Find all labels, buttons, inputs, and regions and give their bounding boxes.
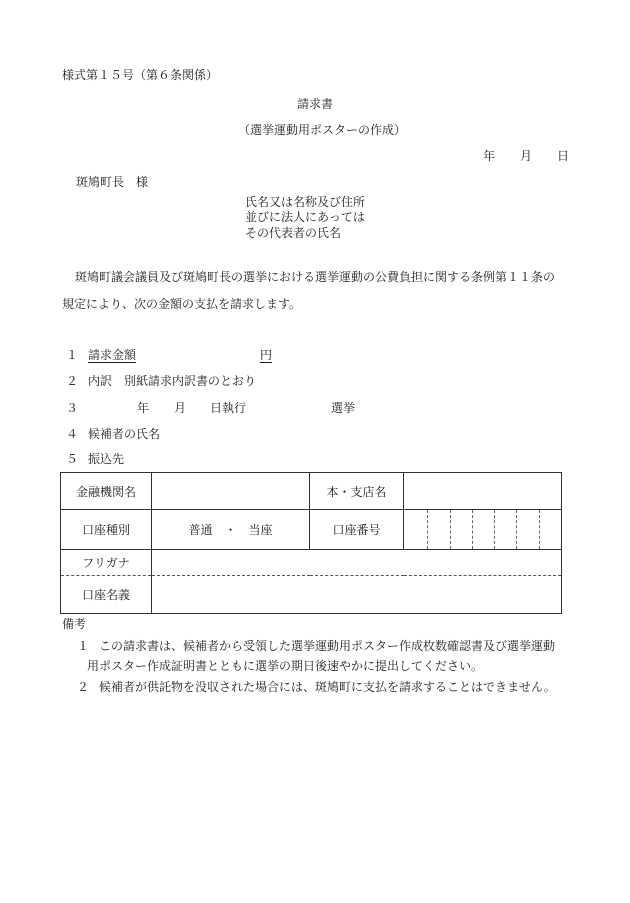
account-type-options[interactable]: 普通 ・ 当座 — [152, 510, 310, 550]
branch-name-label: 本・支店名 — [310, 473, 404, 510]
election-label: 選挙 — [331, 401, 356, 415]
account-number-field[interactable] — [404, 510, 562, 550]
date-day-label: 日 — [557, 149, 570, 163]
item-3-number: ３ — [66, 401, 79, 415]
digit-box[interactable] — [494, 510, 516, 549]
furigana-label: フリガナ — [61, 550, 152, 576]
account-number-digit-boxes — [404, 510, 561, 549]
note-2-text: 候補者が供託物を没収された場合には、斑鳩町に支払を請求することはできません。 — [99, 680, 556, 694]
claim-amount-line — [88, 349, 282, 361]
applicant-line-1: 氏名又は名称及び住所 — [245, 195, 366, 209]
digit-box[interactable] — [539, 510, 561, 549]
bank-name-field[interactable] — [152, 473, 310, 510]
document-title: 請求書 — [297, 97, 334, 111]
claim-amount-label: 請求金額 — [88, 348, 137, 362]
note-1-number: １ — [77, 639, 90, 653]
election-month-label: 月 — [174, 401, 187, 415]
transfer-destination-label: 振込先 — [88, 452, 125, 466]
election-day-label: 日執行 — [210, 401, 247, 415]
breakdown-text: 内訳 別紙請求内訳書のとおり — [88, 374, 257, 388]
note-1-line-2: 用ポスター作成証明書とともに選挙の期日後速やかに提出してください。 — [87, 659, 484, 673]
body-paragraph-line-2: 規定により、次の金額の支払を請求します。 — [62, 297, 302, 311]
digit-box[interactable] — [472, 510, 494, 549]
bank-name-label: 金融機関名 — [61, 473, 152, 510]
election-year-label: 年 — [137, 401, 150, 415]
date-month-label: 月 — [520, 149, 533, 163]
applicant-line-2: 並びに法人にあっては — [245, 210, 365, 224]
note-2-number: ２ — [77, 680, 90, 694]
item-1-number: １ — [66, 348, 79, 362]
candidate-name-label: 候補者の氏名 — [88, 427, 161, 441]
account-holder-label: 口座名義 — [61, 576, 152, 614]
item-5-number: ５ — [66, 452, 79, 466]
furigana-field[interactable] — [152, 550, 562, 576]
date-year-label: 年 — [483, 149, 496, 163]
branch-name-field[interactable] — [404, 473, 562, 510]
note-1-line-1: この請求書は、候補者から受領した選挙運動用ポスター作成枚数確認書及び選挙運動 — [99, 639, 556, 653]
applicant-line-3: その代表者の氏名 — [245, 226, 342, 240]
account-type-label: 口座種別 — [61, 510, 152, 550]
bank-row — [61, 473, 562, 510]
addressee: 斑鳩町長 様 — [76, 175, 149, 189]
account-holder-row — [61, 576, 562, 614]
body-paragraph-line-1: 斑鳩町議会議員及び斑鳩町長の選挙における選挙運動の公費負担に関する条例第１１条の — [75, 270, 556, 284]
digit-box[interactable] — [404, 510, 427, 549]
digit-box[interactable] — [427, 510, 449, 549]
notes-heading: 備考 — [62, 617, 87, 631]
document-subtitle: （選挙運動用ポスターの作成） — [238, 123, 407, 137]
form-number: 様式第１５号（第６条関係） — [62, 68, 219, 82]
yen-unit: 円 — [260, 348, 273, 362]
furigana-row — [61, 550, 562, 576]
digit-box[interactable] — [450, 510, 472, 549]
account-row — [61, 510, 562, 550]
account-holder-field[interactable] — [152, 576, 562, 614]
digit-box[interactable] — [516, 510, 538, 549]
item-2-number: ２ — [66, 374, 79, 388]
item-4-number: ４ — [66, 427, 79, 441]
account-number-label: 口座番号 — [310, 510, 404, 550]
bank-account-table — [60, 472, 562, 614]
